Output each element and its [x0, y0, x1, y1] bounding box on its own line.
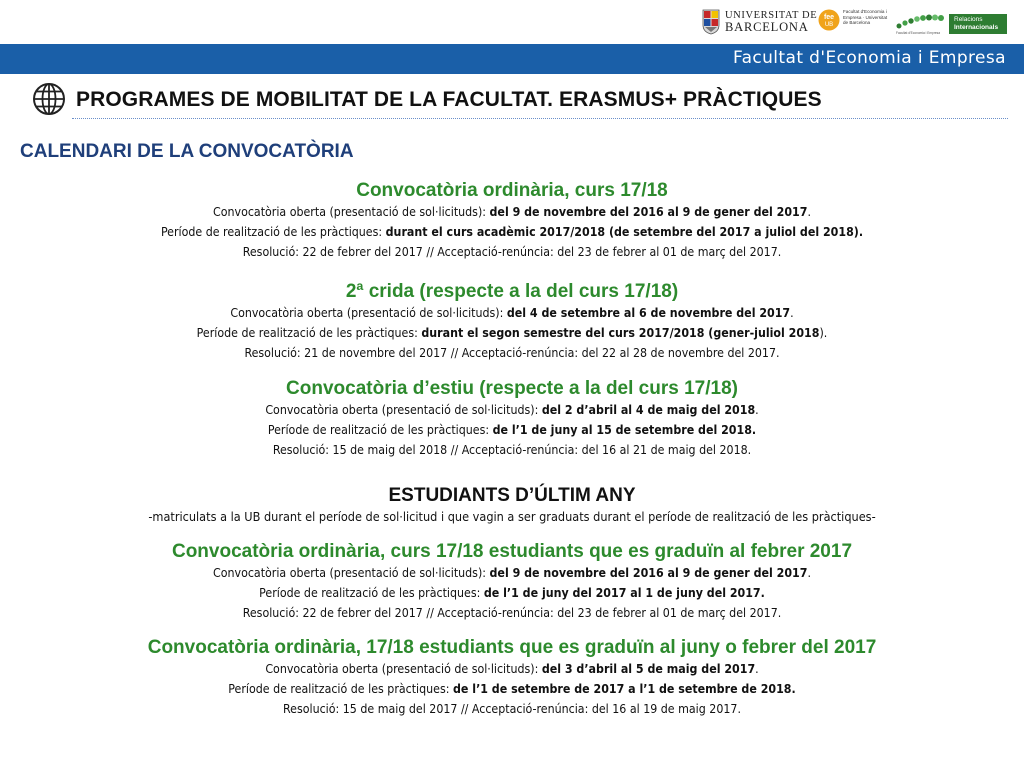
ub-logo-line2: BARCELONA: [725, 19, 809, 34]
internship-period-line: [0, 420, 1024, 440]
logo-bar: [0, 0, 1024, 44]
line-label: Període de realització de les pràctiques:: [259, 586, 484, 600]
line-value: del 4 de setembre al 6 de novembre del 2017: [506, 306, 791, 320]
resolution-line: Resolució: 22 de febrer del 2017 // Acceptació-renúncia: del 23 de febrer al 01 de març del 2017.: [242, 606, 782, 620]
application-period-line: [0, 659, 1024, 679]
line-label: Període de realització de les pràctiques:: [196, 326, 422, 340]
line-suffix: .: [755, 662, 759, 676]
line-value: de l’1 de setembre de 2017 a l’1 de setembre de 2018.: [453, 682, 796, 696]
ri-caption: Facultat d'Economia i Empresa: [896, 31, 941, 35]
fee-badge-icon: [818, 9, 840, 31]
line-label: Període de realització de les pràctiques:: [228, 682, 453, 696]
page-title: PROGRAMES DE MOBILITAT DE LA FACULTAT. ERASMUS+ PRÀCTIQUES: [76, 88, 822, 111]
line-label: Període de realització de les pràctiques:: [267, 423, 493, 437]
internship-period-line: [0, 323, 1024, 343]
ri-box-line2: Internacionals: [954, 24, 999, 31]
last-year-students-block: [0, 485, 1024, 527]
resolution-line: Resolució: 21 de novembre del 2017 // Acceptació-renúncia: del 22 al 28 de novembre del 2017.: [244, 346, 780, 360]
ub-logo[interactable]: [702, 9, 817, 35]
convocatoria-estiu-block: [0, 378, 1024, 460]
section-heading: Convocatòria ordinària, curs 17/18: [356, 180, 668, 201]
fee-badge-text-bottom: UB: [824, 22, 834, 28]
segona-crida-block: [0, 281, 1024, 363]
resolution-line: Resolució: 15 de maig del 2017 // Acceptació-renúncia: del 16 al 19 de maig 2017.: [283, 702, 741, 716]
application-period-line: [0, 202, 1024, 222]
line-label: Convocatòria oberta (presentació de sol·licituds):: [213, 205, 490, 219]
ub-shield-icon: [702, 9, 720, 35]
last-year-heading: ESTUDIANTS D’ÚLTIM ANY: [388, 485, 636, 506]
line-suffix: .: [790, 306, 794, 320]
fee-badge-text-top: fee: [823, 14, 835, 21]
internship-period-line: [0, 583, 1024, 603]
fee-logo-text: Facultat d'Economia i Empresa · Universitat de Barcelona: [843, 9, 888, 25]
ri-box-line1: Relacions: [954, 15, 983, 23]
dots-arc-icon: [895, 12, 945, 36]
graduates-june-block: [0, 637, 1024, 719]
graduates-february-block: [0, 541, 1024, 623]
line-value: durant el segon semestre del curs 2017/2018 (gener-juliol 2018: [421, 326, 820, 340]
application-period-line: [0, 400, 1024, 420]
line-label: Convocatòria oberta (presentació de sol·licituds):: [230, 306, 507, 320]
line-label: Convocatòria oberta (presentació de sol·licituds):: [265, 662, 542, 676]
line-value: del 3 d’abril al 5 de maig del 2017: [541, 662, 756, 676]
line-label: Convocatòria oberta (presentació de sol·licituds):: [213, 566, 490, 580]
line-value: durant el curs acadèmic 2017/2018 (de setembre del 2017 a juliol del 2018).: [385, 225, 864, 239]
line-value: del 9 de novembre del 2016 al 9 de gener del 2017: [489, 205, 808, 219]
line-suffix: .: [807, 205, 811, 219]
internship-period-line: [0, 679, 1024, 699]
line-value: del 2 d’abril al 4 de maig del 2018: [541, 403, 756, 417]
resolution-line: Resolució: 22 de febrer del 2017 // Acceptació-renúncia: del 23 de febrer al 01 de març del 2017.: [242, 245, 782, 259]
line-label: Període de realització de les pràctiques:: [160, 225, 386, 239]
globe-icon: [32, 82, 66, 116]
section-heading: Convocatòria ordinària, curs 17/18 estudiants que es graduïn al febrer 2017: [171, 541, 853, 562]
application-period-line: [0, 303, 1024, 323]
line-value: del 9 de novembre del 2016 al 9 de gener del 2017: [489, 566, 808, 580]
calendar-subtitle: CALENDARI DE LA CONVOCATÒRIA: [20, 141, 354, 162]
relacions-internacionals-logo[interactable]: [895, 12, 1007, 36]
line-value: de l’1 de juny al 15 de setembre del 2018.: [492, 423, 757, 437]
line-label: Convocatòria oberta (presentació de sol·licituds):: [265, 403, 542, 417]
line-suffix: .: [755, 403, 759, 417]
ub-logo-line1: UNIVERSITAT DE: [725, 9, 818, 21]
title-divider: [72, 118, 1008, 119]
section-heading: Convocatòria d’estiu (respecte a la del curs 17/18): [286, 378, 738, 399]
application-period-line: [0, 563, 1024, 583]
line-suffix: .: [807, 566, 811, 580]
banner-title: Facultat d'Economia i Empresa: [732, 48, 1006, 68]
internship-period-line: [0, 222, 1024, 242]
fee-logo[interactable]: [818, 9, 893, 31]
line-value: de l’1 de juny del 2017 al 1 de juny del 2017.: [483, 586, 765, 600]
line-suffix: ).: [819, 326, 828, 340]
resolution-line: Resolució: 15 de maig del 2018 // Acceptació-renúncia: del 16 al 21 de maig del 2018.: [272, 443, 752, 457]
convocatoria-ordinaria-block: [0, 180, 1024, 262]
section-heading: Convocatòria ordinària, 17/18 estudiants que es graduïn al juny o febrer del 2017: [147, 637, 877, 658]
section-heading: 2ª crida (respecte a la del curs 17/18): [345, 281, 679, 302]
faculty-banner: [0, 44, 1024, 74]
last-year-note: -matriculats a la UB durant el període de sol·licitud i que vagin a ser graduats durant el període de realització de les pràctiques-: [148, 509, 876, 524]
